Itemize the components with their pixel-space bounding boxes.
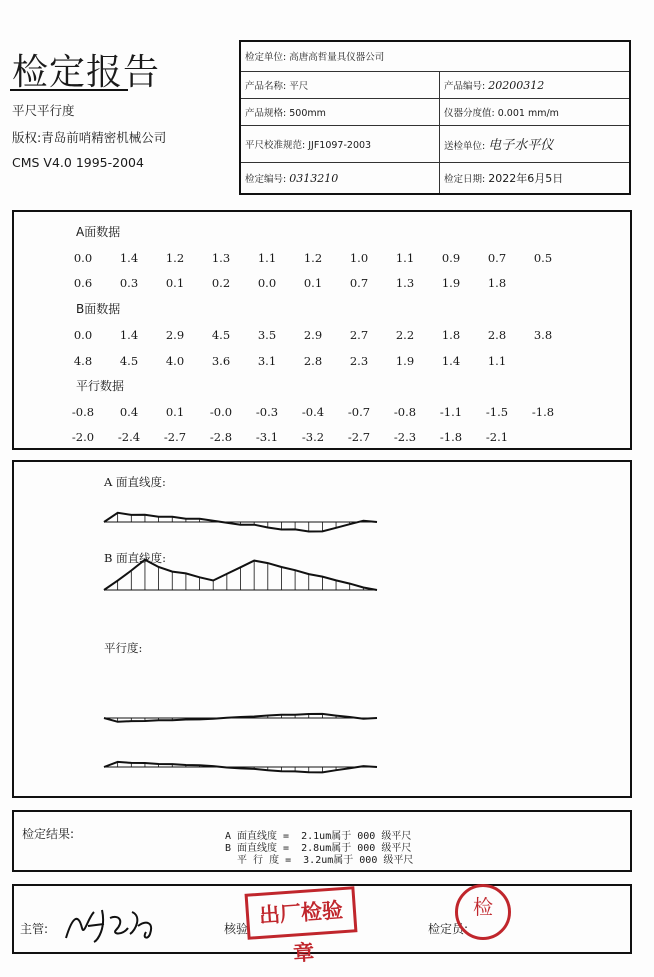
data-value: -0.3: [255, 405, 279, 419]
data-value: -1.8: [531, 405, 555, 419]
data-value: -0.4: [301, 405, 325, 419]
b-plot-label: B 面直线度:: [104, 551, 166, 565]
data-value: 2.7: [349, 328, 369, 342]
data-value: 1.3: [395, 276, 415, 290]
data-value: -3.2: [301, 430, 325, 444]
inspector-seal: [455, 884, 511, 940]
data-value: 1.1: [257, 251, 277, 265]
data-value: 0.4: [119, 405, 139, 419]
data-value: 0.6: [73, 276, 93, 290]
data-value: 1.9: [395, 354, 415, 368]
parallel-plot-label: 平行度:: [104, 641, 143, 655]
data-value: -2.7: [163, 430, 187, 444]
data-value: 0.0: [257, 276, 277, 290]
data-value: 3.1: [257, 354, 277, 368]
data-value: 2.8: [303, 354, 323, 368]
data-value: -0.8: [71, 405, 95, 419]
inspection-date: 检定日期: 2022年6月5日: [440, 162, 631, 194]
a-plot-label: A 面直线度:: [104, 475, 166, 489]
result-parallelism: 平 行 度 = 3.2um属于 000 级平尺: [225, 855, 414, 866]
factory-inspection-stamp: 出厂检验章: [245, 886, 358, 940]
parallel-lower-plot: [104, 762, 377, 773]
instrument-resolution: 仪器分度值: 0.001 mm/m: [440, 98, 631, 125]
data-value: 1.1: [395, 251, 415, 265]
data-value: -1.5: [485, 405, 509, 419]
data-value: -0.7: [347, 405, 371, 419]
data-value: 1.8: [441, 328, 461, 342]
product-spec: 产品规格: 500mm: [240, 98, 440, 125]
data-value: -2.8: [209, 430, 233, 444]
data-value: 1.0: [349, 251, 369, 265]
result-b-flatness: B 面直线度 = 2.8um属于 000 级平尺: [225, 843, 412, 854]
data-value: 0.3: [119, 276, 139, 290]
data-value: 0.1: [303, 276, 323, 290]
data-value: 4.5: [119, 354, 139, 368]
data-value: -1.1: [439, 405, 463, 419]
supervisor-signature: [58, 898, 168, 948]
calibration-standard: 平尺校准规范: JJF1097-2003: [240, 126, 440, 162]
data-value: 4.8: [73, 354, 93, 368]
data-value: 0.1: [165, 276, 185, 290]
data-value: 1.1: [487, 354, 507, 368]
report-type: 平尺平行度: [12, 103, 75, 118]
result-a-flatness: A 面直线度 = 2.1um属于 000 级平尺: [225, 831, 412, 842]
data-value: -0.0: [209, 405, 233, 419]
a-flatness-plot: [104, 513, 377, 532]
inspection-unit: 检定单位: 高唐高哲量具仪器公司: [240, 41, 630, 71]
inspector-label: 检定员:: [428, 922, 469, 936]
data-value: 3.6: [211, 354, 231, 368]
data-value: 1.2: [303, 251, 323, 265]
copyright: 版权:青岛前哨精密机械公司: [12, 130, 167, 145]
results-label: 检定结果:: [22, 827, 75, 841]
data-value: 3.8: [533, 328, 553, 342]
data-value: 0.7: [349, 276, 369, 290]
data-value: 3.5: [257, 328, 277, 342]
b-data-heading: B面数据: [76, 302, 121, 316]
sender-unit: 送检单位: 电子水平仪: [440, 126, 631, 162]
data-value: -2.0: [71, 430, 95, 444]
product-name: 产品名称: 平尺: [240, 71, 440, 98]
parallel-upper-plot: [104, 714, 377, 722]
data-value: -2.4: [117, 430, 141, 444]
data-value: 4.5: [211, 328, 231, 342]
data-value: 1.3: [211, 251, 231, 265]
data-value: 1.8: [487, 276, 507, 290]
software-version: CMS V4.0 1995-2004: [12, 155, 144, 170]
data-value: 1.4: [119, 251, 139, 265]
a-data-heading: A面数据: [76, 225, 121, 239]
inspection-number: 检定编号: 0313210: [240, 162, 440, 194]
data-value: -1.8: [439, 430, 463, 444]
data-value: 2.3: [349, 354, 369, 368]
data-value: 0.5: [533, 251, 553, 265]
data-value: 4.0: [165, 354, 185, 368]
data-value: 1.2: [165, 251, 185, 265]
data-value: 0.9: [441, 251, 461, 265]
data-value: 2.2: [395, 328, 415, 342]
data-value: 2.9: [165, 328, 185, 342]
data-value: 1.9: [441, 276, 461, 290]
data-value: -2.1: [485, 430, 509, 444]
supervisor-label: 主管:: [20, 922, 49, 936]
data-value: 2.8: [487, 328, 507, 342]
data-value: -3.1: [255, 430, 279, 444]
data-value: -0.8: [393, 405, 417, 419]
b-flatness-plot: [104, 560, 377, 590]
data-value: 1.4: [119, 328, 139, 342]
data-value: 0.2: [211, 276, 231, 290]
product-code: 产品编号: 20200312: [440, 71, 631, 98]
data-value: 1.4: [441, 354, 461, 368]
data-value: -2.7: [347, 430, 371, 444]
reviewer-label: 核验: [224, 922, 249, 936]
data-value: 2.9: [303, 328, 323, 342]
seal-text: 检: [473, 895, 493, 919]
data-value: -2.3: [393, 430, 417, 444]
report-title: 检定报告: [12, 52, 161, 93]
data-value: 0.7: [487, 251, 507, 265]
data-value: 0.0: [73, 328, 93, 342]
data-value: 0.1: [165, 405, 185, 419]
data-value: 0.0: [73, 251, 93, 265]
parallel-data-heading: 平行数据: [76, 379, 125, 393]
